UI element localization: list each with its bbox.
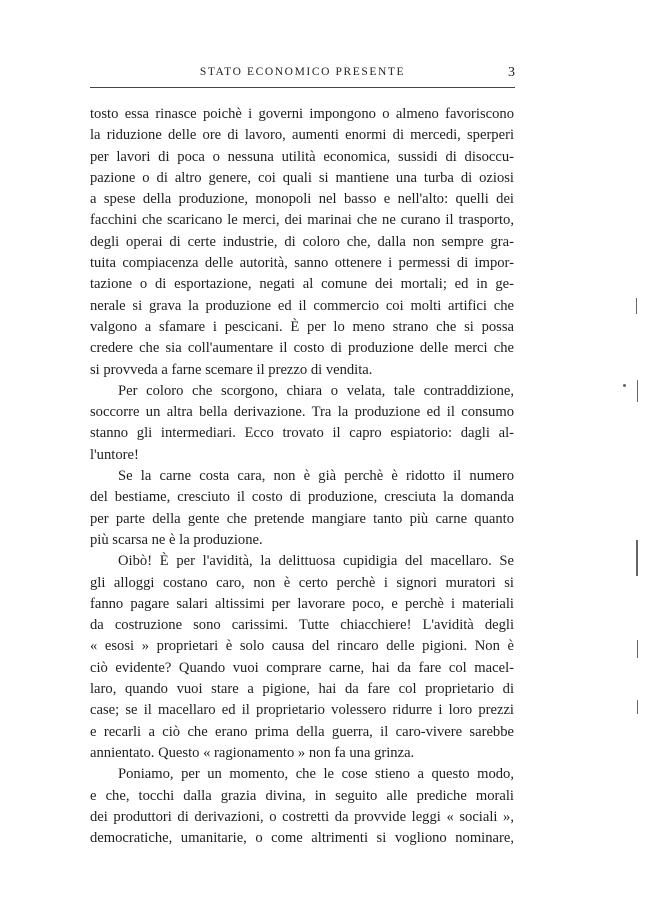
text-line: gli alloggi costano caro, non è certo perchè i signori muratori si [90,574,514,591]
text-line: laro, quando vuoi stare a pigione, hai da fare col proprietario di [90,681,514,698]
header-rule [90,87,515,88]
text-line: degli operai di certe industrie, di coloro che, dalla non sempre gra- [90,233,514,250]
text-line: facchini che scaricano le merci, dei marinai che ne curano il trasporto, [90,212,514,229]
scan-mark [623,384,626,387]
text-line: soccorre un altra bella derivazione. Tra la produzione ed il consumo [90,404,514,421]
text-line: e recarli a ciò che erano prima della guerra, il caro-vivere sarebbe [90,723,514,740]
scan-mark [637,380,638,402]
text-line: Per coloro che scorgono, chiara o velata, tale contraddizione, [118,382,514,399]
text-line: più scarsa ne è la produzione. [90,531,263,548]
text-line: « esosi » proprietari è solo causa del rincaro delle pigioni. Non è [90,638,514,655]
text-line: annientato. Questo « ragionamento » non fa una grinza. [90,744,415,761]
scan-mark [636,540,638,576]
text-line: l'untore! [90,446,139,463]
text-line: tosto essa rinasce poichè i governi impongono o almeno favoriscono [90,106,514,122]
text-line: Poniamo, per un momento, che le cose stieno a questo modo, [118,766,514,783]
text-line: da costruzione sono carissimi. Tutte chiacchiere! L'avidità degli [90,617,514,634]
text-line: fanno pagare salari altissimi per lavorare poco, e perchè i materiali [90,595,514,612]
text-line: nerale si grava la produzione ed il commercio coi molti artifici che [90,297,514,314]
text-line: democratiche, umanitarie, o come altrimenti si vogliono nominare, [90,830,514,847]
running-header [90,66,515,86]
running-title: STATO ECONOMICO PRESENTE [199,66,406,78]
text-line: del bestiame, cresciuto il costo di produzione, cresciuta la domanda [90,489,514,506]
text-line: per parte della gente che pretende mangiare tanto più carne quanto [90,510,514,527]
scan-mark [637,700,638,714]
text-line: stanno gli intermediari. Ecco trovato il capro espiatorio: dagli al- [90,425,514,442]
text-line: tuita compiacenza delle autorità, sanno ottenere i permessi di impor- [90,255,514,272]
page-number: 3 [508,65,515,80]
text-line: per lavori di poca o nessuna utilità economica, sussidi di disoccu- [90,148,514,165]
text-line: Oibò! È per l'avidità, la delittuosa cupidigia del macellaro. Se [118,553,514,570]
body-text [90,104,514,849]
scan-mark [637,640,638,658]
text-line: credere che sia coll'aumentare il costo di produzione delle merci che [90,340,514,357]
text-line: pazione o di altro genere, coi quali si mantiene una turba di oziosi [90,169,514,186]
text-line: tazione o di esportazione, negati al comune dei mortali; ed in ge- [90,276,514,293]
text-line: si provveda a farne scemare il prezzo di vendita. [90,361,373,378]
text-line: ciò evidente? Quando vuoi comprare carne, hai da fare col macel- [90,659,514,676]
text-line: la riduzione delle ore di lavoro, aumenti enormi di mercedi, sperperi [90,127,514,144]
text-line: Se la carne costa cara, non è già perchè è ridotto il numero [118,468,514,485]
text-line: valgono a sfamare i pescicani. È per lo meno strano che si possa [90,318,514,335]
scan-mark [636,298,637,314]
text-line: a spese della produzione, monopoli nel basso e nell'alto: quelli dei [90,191,514,208]
text-line: dei produttori di derivazioni, o costretti da provvide leggi « sociali », [90,808,514,825]
text-line: e che, tocchi dalla grazia divina, in seguito alle prediche morali [90,787,514,804]
text-line: case; se il macellaro ed il proprietario volessero ridurre i loro prezzi [90,702,514,719]
